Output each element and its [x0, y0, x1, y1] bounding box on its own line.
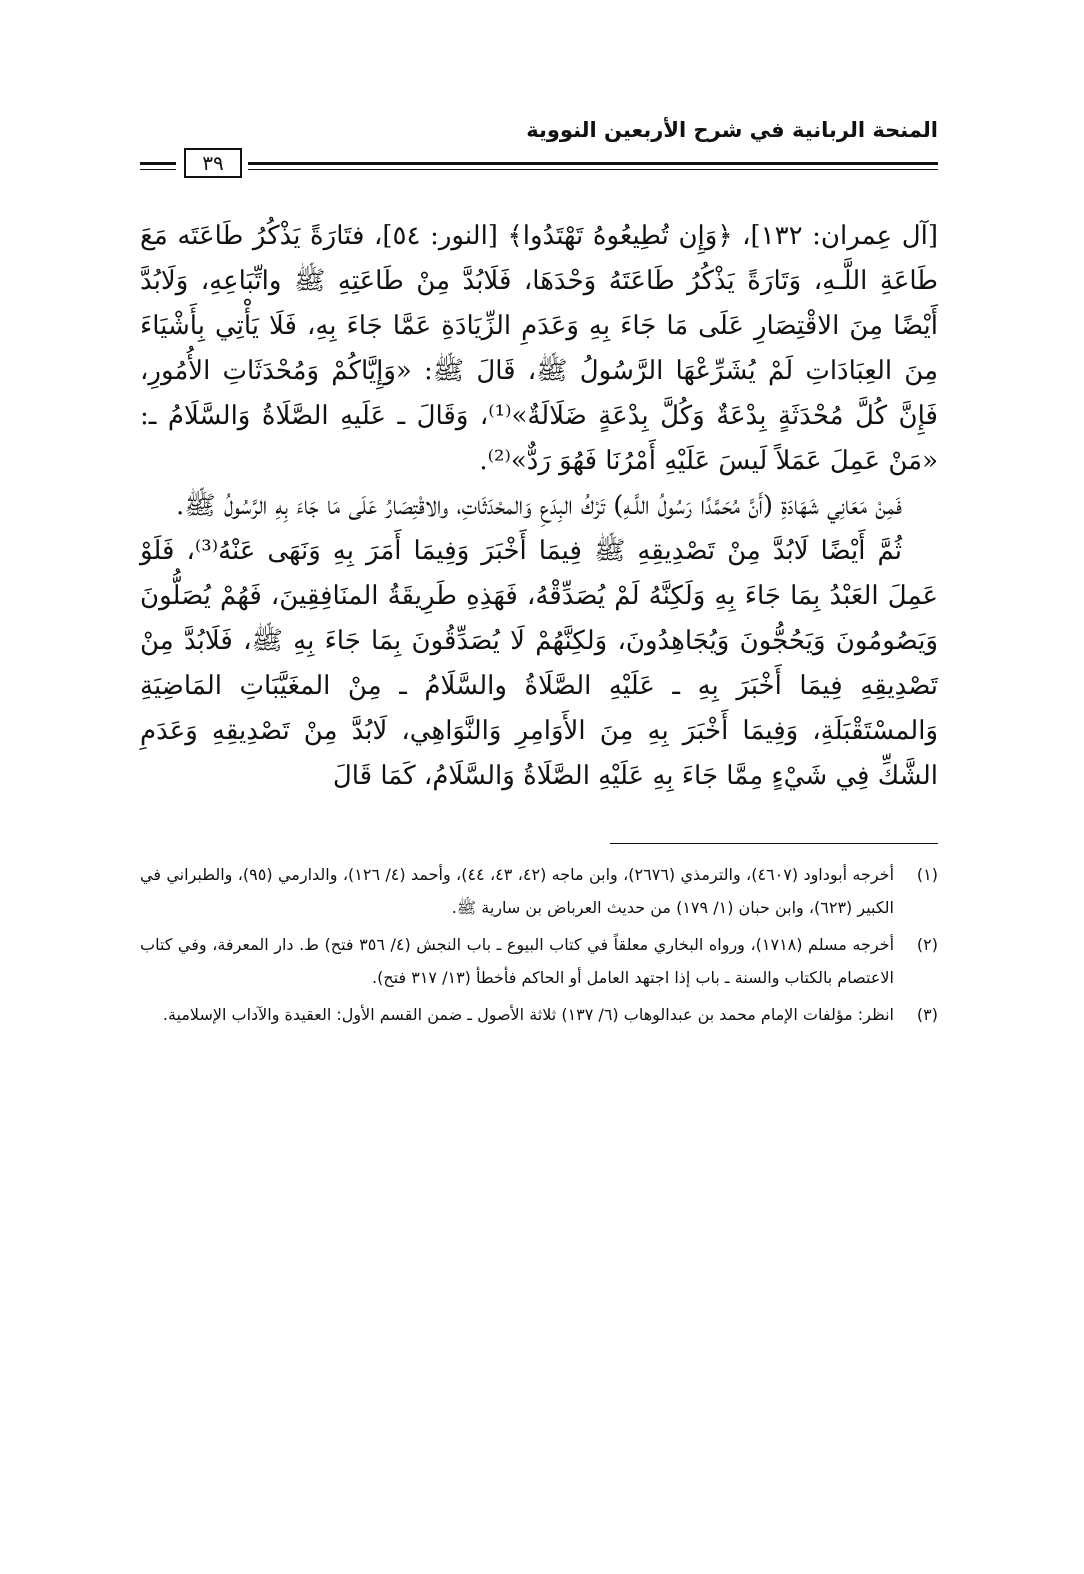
- footnote-mark: (٣): [916, 1005, 938, 1024]
- main-text: [140, 214, 938, 799]
- footnote-text: انظر: مؤلفات الإمام محمد بن عبدالوهاب (٦/ ١٣٧) ثلاثة الأصول ـ ضمن القسم الأول: العقيدة والآداب الإسلامية.: [162, 1005, 894, 1024]
- footnote-text: أخرجه مسلم (١٧١٨)، ورواه البخاري معلقاً في كتاب البيوع ـ باب النجش (٤/ ٣٥٦ فتح) ط. دار المعرفة، وفي كتاب الاعتصام بالكتاب والسنة ـ باب إذا اجتهد العامل أو الحاكم فأخطأ (١٣/ ٣١٧ فتح).: [140, 935, 895, 987]
- book-title: المنحة الربانية في شرح الأربعين النووية: [526, 118, 938, 142]
- page-number: ٣٩: [184, 148, 242, 178]
- paragraph-3: ثُمَّ أَيْضًا لَابُدَّ مِنْ تَصْدِيقِهِ ﷺ فِيمَا أَخْبَرَ وَفِيمَا أَمَرَ بِهِ وَنَهَى عَنْهُ⁽³⁾، فَلَوْ عَمِلَ العَبْدُ بِمَا جَاءَ بِهِ وَلَكِنَّهُ لَمْ يُصَدِّقْهُ، فَهَذِهِ طَرِيقَةُ المنَافِقِينَ، فَهُمْ يُصَلُّونَ وَيَصُومُونَ وَيَحُجُّونَ وَيُجَاهِدُونَ، وَلكِنَّهُمْ لَا يُصَدِّقُونَ بِمَا جَاءَ بِهِ ﷺ، فَلَابُدَّ مِنْ تَصْدِيقِهِ فِيمَا أَخْبَرَ بِهِ ـ عَلَيْهِ الصَّلَاةُ والسَّلَامُ ـ مِنْ المغَيَّبَاتِ المَاضِيَةِ وَالمسْتَقْبَلَةِ، وَفِيمَا أَخْبَرَ بِهِ مِنَ الأَوَامِرِ وَالنَّوَاهِي، لَابُدَّ مِنْ تَصْدِيقِهِ وَعَدَمِ الشَّكِّ فِي شَيْءٍ مِمَّا جَاءَ بِهِ عَلَيْهِ الصَّلَاةُ وَالسَّلَامُ، كَمَا قَالَ: [140, 536, 938, 791]
- paragraph-1: [آل عِمران: ١٣٢]، ﴿وَإِن تُطِيعُوهُ تَهْتَدُوا﴾ [النور: ٥٤]، فتَارَةً يَذْكُرُ طَاعَتَه مَعَ طَاعَةِ اللَّـهِ، وَتَارَةً يَذْكُرُ طَاعَتَهُ وَحْدَهَا، فَلَابُدَّ مِنْ طَاعَتِهِ ﷺ واتِّبَاعِهِ، وَلَابُدَّ أَيْضًا مِنَ الاقْتِصَارِ عَلَى مَا جَاءَ بِهِ وَعَدَمِ الزِّيَادَةِ عَمَّا جَاءَ بِهِ، فَلَا يَأْتِي بِأَشْيَاءَ مِنَ العِبَادَاتِ لَمْ يُشَرِّعْهَا الرَّسُولُ ﷺ، قَالَ ﷺ: «وَإِيَّاكُمْ وَمُحْدَثَاتِ الأُمُورِ، فَإِنَّ كُلَّ مُحْدَثَةٍ بِدْعَةٌ وَكُلَّ بِدْعَةٍ ضَلَالَةٌ»⁽¹⁾، وَقَالَ ـ عَلَيهِ الصَّلَاةُ وَالسَّلَامُ ـ: «مَنْ عَمِلَ عَمَلاً لَيسَ عَلَيْهِ أَمْرُنَا فَهُوَ رَدٌّ»⁽²⁾.: [140, 221, 939, 476]
- page-header: [140, 118, 938, 184]
- footnotes: [140, 858, 938, 1031]
- footnote-2: [140, 928, 938, 994]
- header-rule: [248, 162, 938, 165]
- footnote-mark: (٢): [916, 935, 938, 954]
- book-page: [140, 118, 938, 1568]
- footnote-text: أخرجه أبوداود (٤٦٠٧)، والترمذي (٢٦٧٦)، وابن ماجه (٤٢، ٤٣، ٤٤)، وأحمد (٤/ ١٢٦)، والدارمي (٩٥)، والطبراني في الكبير (٦٢٣)، وابن حبان (١/ ١٧٩) من حديث العرباض بن سارية ﷺ.: [140, 865, 895, 917]
- footnote-1: [140, 858, 938, 924]
- header-rule-left: [140, 162, 176, 165]
- paragraph-2: فَمِنْ مَعَانِي شَهَادَةِ (أَنَّ مُحَمَّدًا رَسُولُ اللَّـهِ) تَرْكُ البِدَعِ وَالمحْدَثَاتِ، والاقْتِصَارُ عَلَى مَا جَاءَ بِهِ الرَّسُولُ ﷺ.: [176, 491, 902, 521]
- footnote-separator: [610, 843, 938, 844]
- footnote-mark: (١): [916, 865, 938, 884]
- footnote-3: [140, 998, 938, 1031]
